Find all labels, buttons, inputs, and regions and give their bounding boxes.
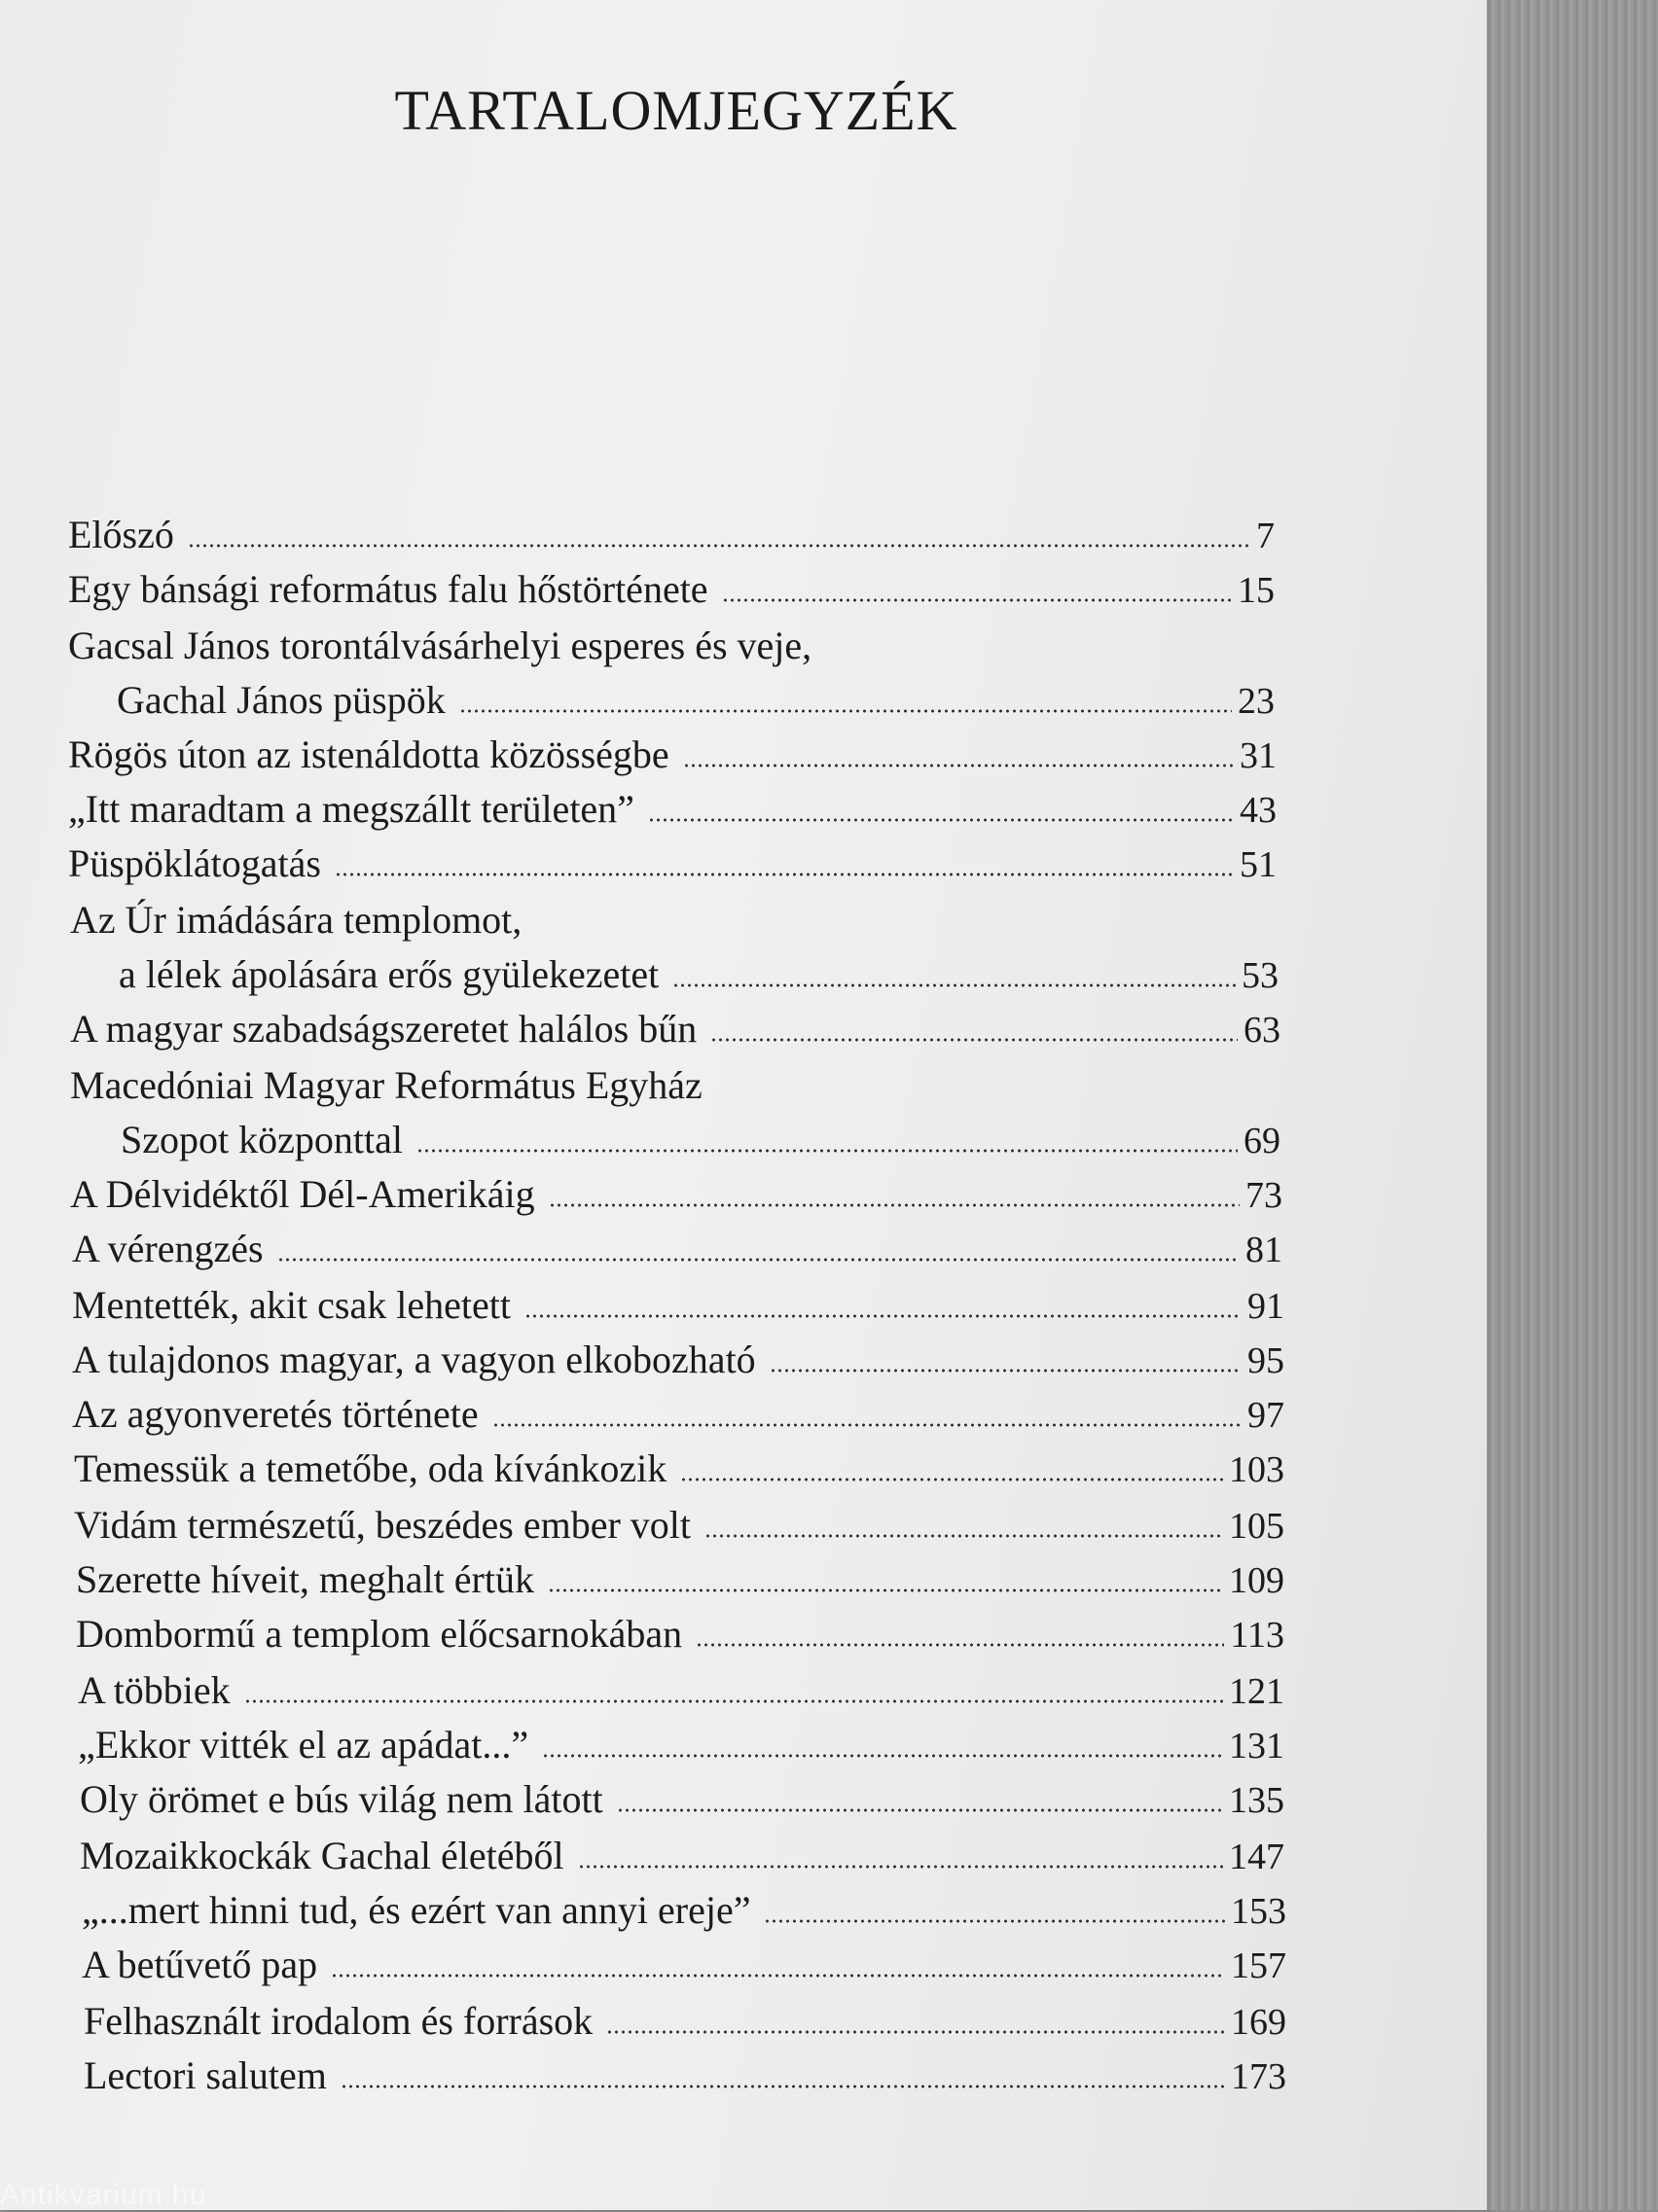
toc-entry <box>121 1118 1280 1161</box>
toc-entry-title: Előszó <box>68 513 174 556</box>
toc-entry-page: 31 <box>1240 735 1277 776</box>
leader-dots <box>548 1588 1223 1593</box>
toc-entry-page: 131 <box>1229 1726 1284 1766</box>
toc-entry-title: Lectori salutem <box>84 2053 327 2097</box>
leader-dots <box>459 708 1232 714</box>
toc-entry-title: Dombormű a templom előcsarnokában <box>76 1612 683 1656</box>
leader-dots <box>244 1698 1223 1704</box>
toc-entry <box>82 1945 1286 1984</box>
toc-entry <box>76 1557 1284 1601</box>
toc-entry <box>68 787 1277 831</box>
toc-entry-title: Az Úr imádására templomot, <box>70 898 523 942</box>
toc-entry <box>68 732 1277 776</box>
toc-entry-line1 <box>70 1063 1280 1107</box>
leader-dots <box>277 1257 1240 1263</box>
leader-dots <box>710 1037 1238 1043</box>
toc-entry-title: Püspöklátogatás <box>68 841 321 885</box>
toc-entry <box>68 567 1275 611</box>
toc-entry-page: 91 <box>1247 1286 1284 1327</box>
leader-dots <box>549 1202 1240 1208</box>
leader-dots <box>770 1368 1242 1374</box>
toc-entry-title: Mentették, akit csak lehetett <box>72 1283 511 1327</box>
toc-entry-page: 103 <box>1229 1449 1284 1490</box>
toc-entry-title: a lélek ápolására erős gyülekezetet <box>119 952 660 996</box>
leader-dots <box>341 2084 1225 2089</box>
toc-entry-title: Temessük a temetőbe, oda kívánkozik <box>74 1446 667 1490</box>
toc-entry-page: 113 <box>1230 1615 1284 1656</box>
leader-dots <box>683 763 1234 768</box>
toc-entry-page: 43 <box>1240 790 1277 831</box>
toc-entry-title: Az agyonveretés története <box>72 1392 479 1436</box>
toc-entry <box>119 952 1279 996</box>
toc-entry-page: 73 <box>1245 1175 1282 1216</box>
toc-entry-page: 15 <box>1238 570 1275 611</box>
toc-entry <box>80 1777 1284 1821</box>
toc-entry-title: Felhasznált irodalom és források <box>84 1999 594 2043</box>
leader-dots <box>188 543 1250 549</box>
toc-entry-title: Vidám természetű, beszédes ember volt <box>74 1503 692 1547</box>
leader-dots <box>606 2029 1225 2035</box>
toc-entry-title: Egy bánsági református falu hőstörténete <box>68 567 708 611</box>
toc-entry <box>72 1340 1284 1379</box>
toc-entry-title: A magyar szabadságszeretet halálos bűn <box>70 1007 698 1051</box>
leader-dots <box>696 1642 1224 1648</box>
toc-entry-title: A Délvidéktől Dél-Amerikáig <box>70 1172 535 1216</box>
leader-dots <box>722 597 1232 603</box>
toc-entry-title: „...mert hinni tud, és ezért van annyi ereje” <box>82 1888 751 1932</box>
toc-entry <box>117 678 1275 722</box>
toc-entry <box>72 1227 1282 1270</box>
toc-entry <box>72 1283 1284 1327</box>
toc-entry-title: „Itt maradtam a megszállt területen” <box>68 787 634 831</box>
toc-entry-page: 109 <box>1229 1560 1284 1601</box>
toc-entry <box>70 1007 1280 1051</box>
leader-dots <box>331 1973 1225 1979</box>
leader-dots <box>578 1864 1223 1870</box>
toc-entry-page: 121 <box>1229 1671 1284 1712</box>
toc-entry <box>76 1612 1284 1656</box>
toc-entry-page: 157 <box>1231 1945 1286 1986</box>
leader-dots <box>680 1477 1223 1482</box>
leader-dots <box>648 817 1234 823</box>
toc-entry-page: 7 <box>1256 516 1275 556</box>
toc-entry-title: A többiek <box>78 1668 231 1712</box>
leader-dots <box>416 1148 1238 1154</box>
toc-entry-title: Rögös úton az istenáldotta közösségbe <box>68 732 669 776</box>
toc-entry-page: 95 <box>1247 1340 1284 1381</box>
toc-entry <box>80 1834 1284 1877</box>
leader-dots <box>335 872 1234 877</box>
toc-entry <box>70 1172 1282 1216</box>
watermark: Antikvarium.hu <box>0 2179 207 2211</box>
leader-dots <box>542 1753 1223 1759</box>
toc-entry-title: A tulajdonos magyar, a vagyon elkobozható <box>72 1338 756 1381</box>
toc-entry-page: 63 <box>1244 1010 1280 1051</box>
toc-entry-page: 51 <box>1240 844 1277 885</box>
toc-entry <box>72 1392 1284 1436</box>
toc-entry-line1 <box>68 626 1275 665</box>
leader-dots <box>492 1422 1242 1428</box>
toc-entry-title: A betűvető pap <box>82 1943 318 1986</box>
toc-entry <box>74 1446 1284 1490</box>
leader-dots <box>764 1918 1225 1924</box>
leader-dots <box>704 1533 1223 1539</box>
toc-entry <box>78 1668 1284 1712</box>
toc-entry <box>82 1888 1286 1932</box>
toc-entry-title: Oly örömet e bús világ nem látott <box>80 1777 603 1821</box>
toc-entry <box>78 1723 1284 1766</box>
toc-entry-page: 147 <box>1229 1837 1284 1877</box>
toc-entry-title: A vérengzés <box>72 1227 264 1270</box>
leader-dots <box>524 1313 1242 1319</box>
toc-entry-line1 <box>70 898 1279 942</box>
toc-entry-page: 169 <box>1231 2002 1286 2043</box>
toc-entry-page: 97 <box>1247 1395 1284 1436</box>
toc-entry-page: 69 <box>1244 1121 1280 1161</box>
leader-dots <box>672 982 1236 988</box>
toc-entry-page: 23 <box>1238 681 1275 722</box>
toc-entry-page: 105 <box>1229 1506 1284 1547</box>
toc-entry-page: 81 <box>1245 1230 1282 1270</box>
toc-entry-title: Szopot központtal <box>121 1118 403 1161</box>
toc-entry-title: Szerette híveit, meghalt értük <box>76 1557 534 1601</box>
toc-entry-title: Mozaikkockák Gachal életéből <box>80 1834 564 1877</box>
toc-entry-page: 153 <box>1231 1891 1286 1932</box>
toc-entry <box>84 2053 1286 2097</box>
toc-entry-page: 135 <box>1229 1780 1284 1821</box>
background-surface <box>1487 0 1658 2210</box>
toc-entry <box>68 841 1277 885</box>
toc-entry-title: Macedóniai Magyar Református Egyház <box>70 1063 703 1107</box>
leader-dots <box>617 1807 1223 1813</box>
toc-entry-page: 173 <box>1231 2056 1286 2097</box>
toc-entry-title: Gacsal János torontálvásárhelyi esperes és veje, <box>68 624 812 667</box>
toc-entry <box>84 1999 1286 2043</box>
page-title: TARTALOMJEGYZÉK <box>394 79 958 142</box>
toc-entry-title: „Ekkor vitték el az apádat...” <box>78 1723 529 1766</box>
toc-entry <box>74 1503 1284 1547</box>
toc-entry-page: 53 <box>1242 955 1279 996</box>
toc-entry <box>68 513 1275 556</box>
toc-entry-title: Gachal János püspök <box>117 678 446 722</box>
